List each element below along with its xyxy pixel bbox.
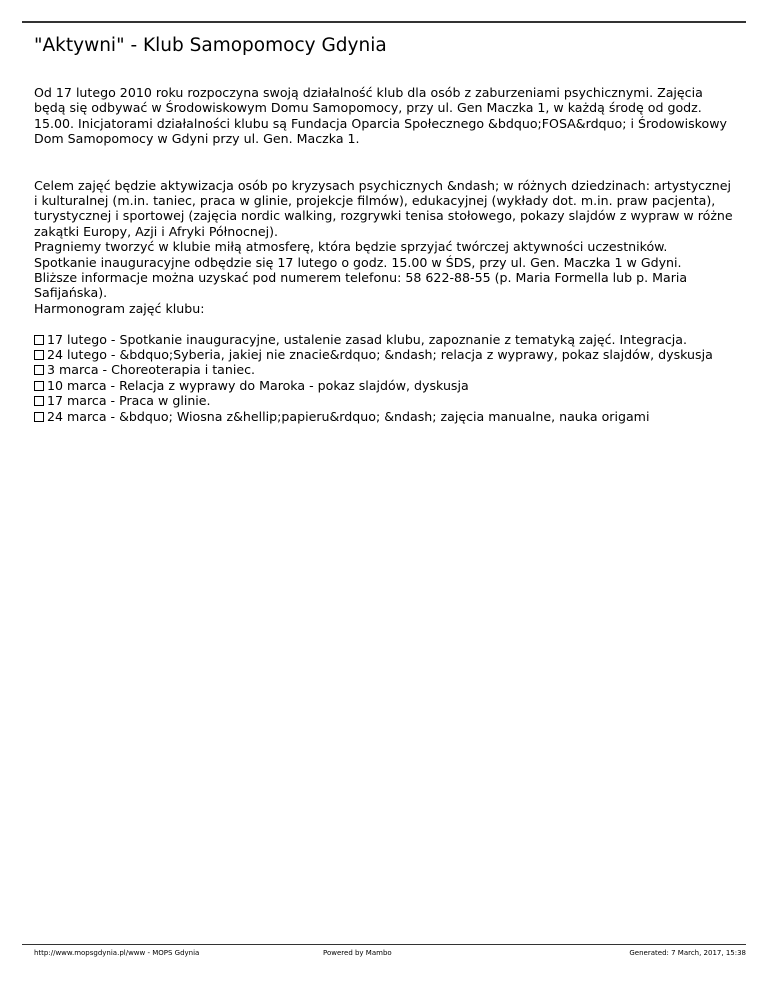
article-body xyxy=(34,85,736,424)
schedule-item-text: 17 marca - Praca w glinie. xyxy=(47,393,211,409)
bullet-box-icon xyxy=(34,350,44,360)
bullet-box-icon xyxy=(34,335,44,345)
body-line: Harmonogram zajęć klubu: xyxy=(34,300,205,316)
page-title: "Aktywni" - Klub Samopomocy Gdynia xyxy=(34,35,387,56)
schedule-list xyxy=(34,332,736,424)
schedule-item-text: 17 lutego - Spotkanie inauguracyjne, ustalenie zasad klubu, zapoznanie z tematyką zajęć. Integracja. xyxy=(47,331,687,347)
schedule-item xyxy=(34,409,736,424)
bullet-box-icon xyxy=(34,396,44,406)
bullet-box-icon xyxy=(34,381,44,391)
schedule-item-text: 24 marca - &bdquo; Wiosna z&hellip;papieru&rdquo; &ndash; zajęcia manualne, nauka origami xyxy=(47,408,650,424)
body-line: Bliższe informacje można uzyskać pod numerem telefonu: 58 622-88-55 (p. Maria Formella lub p. Maria Safijańska). xyxy=(34,270,688,301)
schedule-item xyxy=(34,362,736,377)
schedule-item-text: 24 lutego - &bdquo;Syberia, jakiej nie znacie&rdquo; &ndash; relacja z wyprawy, pokaz slajdów, dyskusja xyxy=(47,347,713,363)
body-line: Spotkanie inauguracyjne odbędzie się 17 lutego o godz. 15.00 w ŚDS, przy ul. Gen. Maczka 1 w Gdyni. xyxy=(34,254,682,270)
body-line: Pragniemy tworzyć w klubie miłą atmosferę, która będzie sprzyjać twórczej aktywności uczestników. xyxy=(34,239,668,255)
details-block xyxy=(34,178,736,317)
intro-paragraph: Od 17 lutego 2010 roku rozpoczyna swoją działalność klub dla osób z zaburzeniami psychicznymi. Zajęcia będą się odbywać w Środowiskowym Domu Samopomocy, przy ul. Gen Maczka 1, w każdą środę od godz. 15.00. Inicjatorami działalności klubu są Fundacja Oparcia Społecznego &bdquo;FOSA&rdquo; i Środowiskowy Dom Samopomocy w Gdyni przy ul. Gen. Maczka 1. xyxy=(34,85,727,147)
schedule-item xyxy=(34,332,736,347)
bullet-box-icon xyxy=(34,412,44,422)
schedule-item-text: 3 marca - Choreoterapia i taniec. xyxy=(47,362,256,378)
footer-generated: Generated: 7 March, 2017, 15:38 xyxy=(629,949,746,957)
schedule-item xyxy=(34,393,736,408)
top-divider xyxy=(22,21,746,23)
footer-divider xyxy=(22,944,746,945)
body-line: Celem zajęć będzie aktywizacja osób po kryzysach psychicznych &ndash; w różnych dziedzinach: artystycznej i kulturalnej (m.in. taniec, praca w glinie, projekcje filmów), edukacyjnej (wykłady dot. m.in. praw pacjenta), turystycznej i sportowej (zajęcia nordic walking, rozgrywki tenisa stołowego, pokazy slajdów z wypraw w różne zakątki Europy, Azji i Afryki Północnej). xyxy=(34,177,733,239)
schedule-item xyxy=(34,378,736,393)
bullet-box-icon xyxy=(34,365,44,375)
footer-url: http://www.mopsgdynia.pl/www - MOPS Gdynia xyxy=(34,949,200,957)
schedule-item xyxy=(34,347,736,362)
footer-powered-by: Powered by Mambo xyxy=(323,949,392,957)
schedule-item-text: 10 marca - Relacja z wyprawy do Maroka - pokaz slajdów, dyskusja xyxy=(47,377,469,393)
